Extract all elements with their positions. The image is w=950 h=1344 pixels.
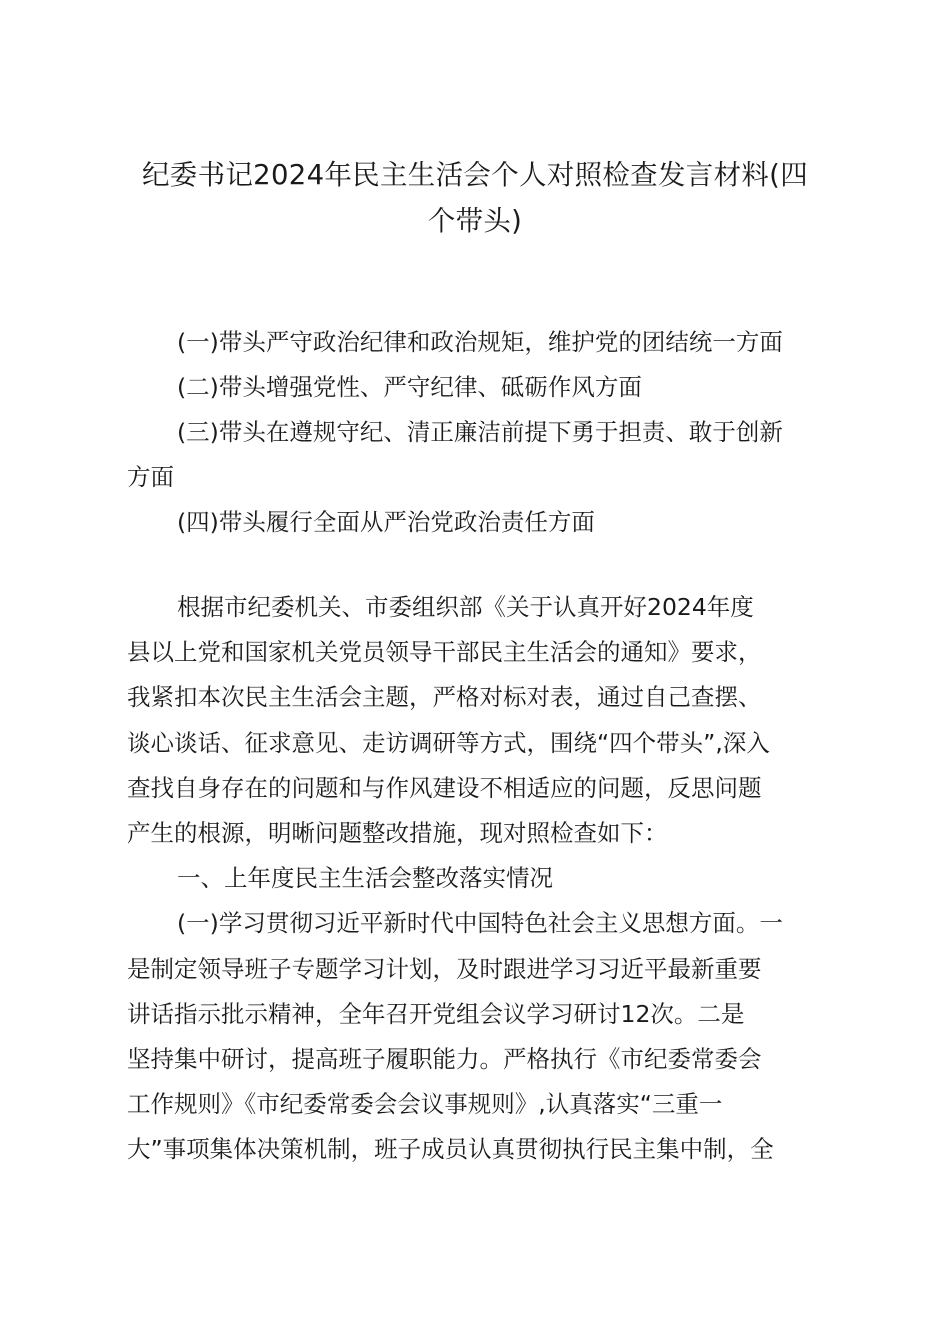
section-line-5: 工作规则》《市纪委常委会会议事规则》,认真落实“三重一 — [127, 1090, 723, 1119]
intro-line-3: 我紧扣本次民主生活会主题，严格对标对表，通过自己查摆、 — [127, 683, 762, 712]
intro-line-5: 查找自身存在的问题和与作风建设不相适应的问题，反思问题 — [127, 773, 762, 802]
outline-item-2: (二)带头增强党性、严守纪律、砥砺作风方面 — [177, 373, 642, 401]
outline-item-1: (一)带头严守政治纪律和政治规矩，维护党的团结统一方面 — [177, 328, 783, 356]
intro-line-2: 县以上党和国家机关党员领导干部民主生活会的通知》要求， — [127, 638, 762, 667]
title-line-2: 个带头) — [427, 205, 523, 237]
intro-line-4: 谈心谈话、征求意见、走访调研等方式，围绕“四个带头”,深入 — [127, 728, 770, 757]
section-line-1: (一)学习贯彻习近平新时代中国特色社会主义思想方面。一 — [177, 909, 783, 938]
section-line-6: 大”事项集体决策机制，班子成员认真贯彻执行民主集中制，全 — [127, 1135, 774, 1164]
section-heading: 一、上年度民主生活会整改落实情况 — [177, 864, 553, 893]
title-line-1: 纪委书记2024年民主生活会个人对照检查发言材料(四 — [141, 159, 808, 191]
document-body — [127, 585, 832, 1173]
outline-item-3-continuation: 方面 — [127, 463, 174, 491]
section-line-2: 是制定领导班子专题学习计划，及时跟进学习习近平最新重要 — [127, 954, 762, 983]
outline-item-3: (三)带头在遵规守纪、清正廉洁前提下勇于担责、敢于创新 — [177, 418, 783, 446]
outline-item-4: (四)带头履行全面从严治党政治责任方面 — [177, 508, 595, 536]
intro-line-1: 根据市纪委机关、市委组织部《关于认真开好2024年度 — [177, 593, 754, 621]
section-line-4: 坚持集中研讨，提高班子履职能力。严格执行《市纪委常委会 — [127, 1045, 762, 1074]
outline-items — [127, 320, 827, 545]
intro-line-6: 产生的根源，明晰问题整改措施，现对照检查如下： — [127, 819, 668, 848]
section-line-3: 讲话指示批示精神，全年召开党组会议学习研讨12次。二是 — [127, 999, 745, 1028]
document-title — [110, 152, 840, 244]
